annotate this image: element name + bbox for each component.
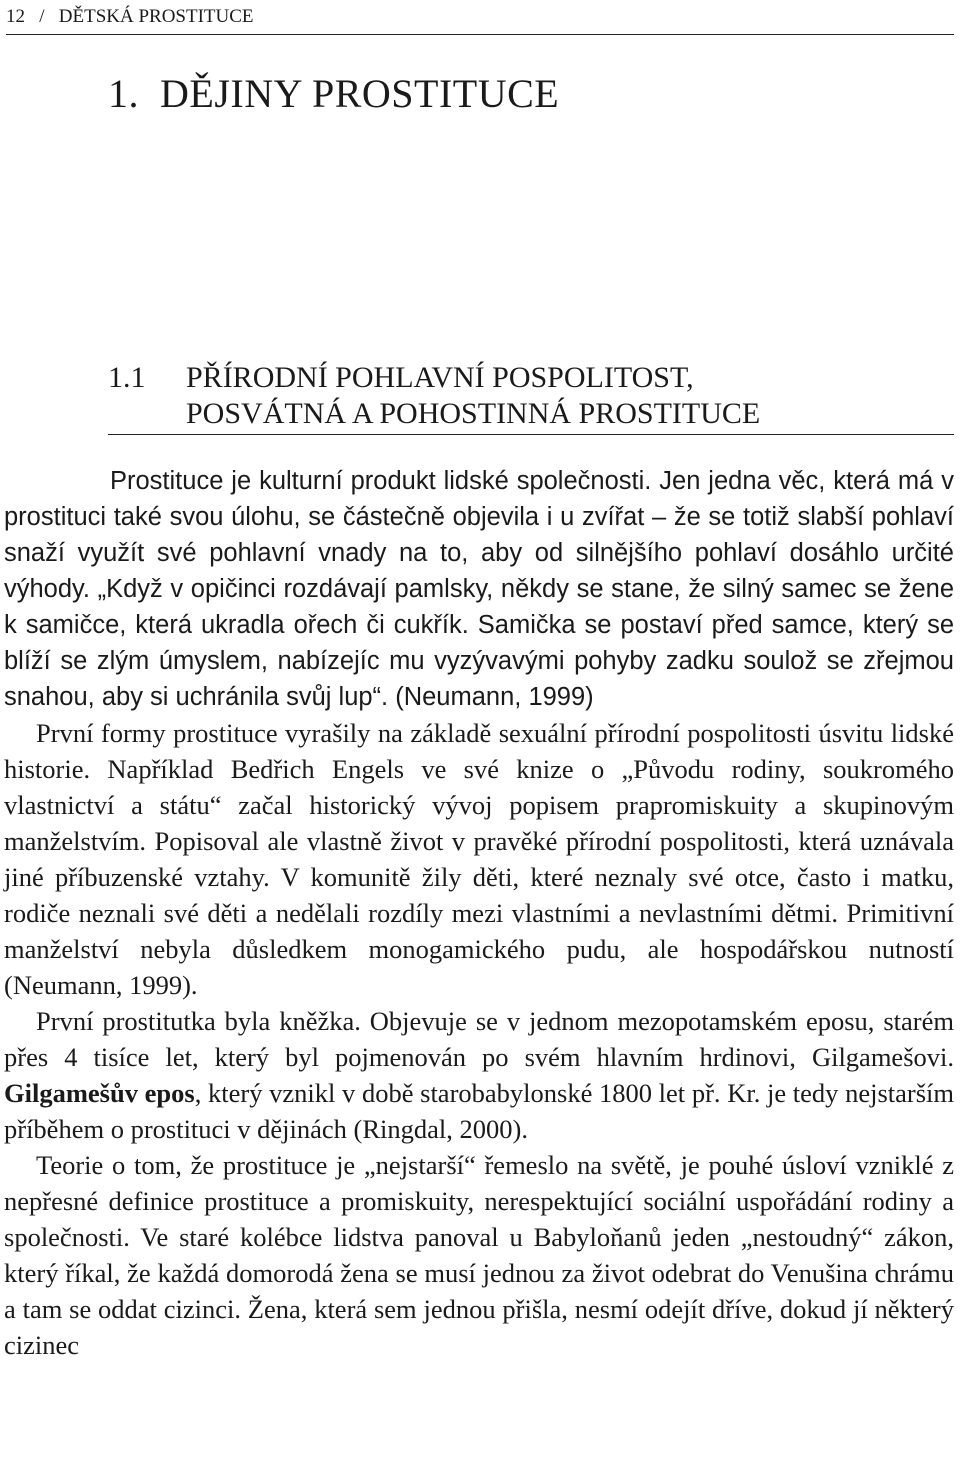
section-title-line1: PŘÍRODNÍ POHLAVNÍ POSPOLITOST,	[186, 361, 694, 394]
paragraph-4: Teorie o tom, že prostituce je „nejstarší“ řemeslo na světě, je pouhé úsloví vzniklé z nepřesné definice prostituce a promiskuity, nerespektující sociální uspořádání rodiny a společnosti. Ve staré kolébce lidstva panoval u Babyloňanů jeden „nestoudný“ zákon, který říkal, že každá domorodá žena se musí jednou za život odebrat do Venušina chrámu a tam se oddat cizinci. Žena, která sem jednou přišla, nesmí odejít dříve, dokud jí některý cizinec	[4, 1150, 954, 1360]
section-number: 1.1	[108, 361, 146, 394]
paragraph-1: Prostituce je kulturní produkt lidské společnosti. Jen jedna věc, která má v prostituci také svou úlohu, se částečně objevila i u zvířat – že se totiž slabší pohlaví snaží využít své pohlavní vnady na to, aby od silnějšího pohlaví dosáhlo určité výhody. „Když v opičinci rozdávají pamlsky, někdy se stane, že silný samec se žene k samičce, která ukradla ořech či cukřík. Samička se postaví před samce, který se blíží se zlým úmyslem, nabízejíc mu vyzývavými pohyby zadku soulož se zřejmou snahou, aby si uchránila svůj lup“. (Neumann, 1999)	[4, 467, 954, 711]
paragraph-2: První formy prostituce vyrašily na základě sexuální přírodní pospolitosti úsvitu lidské historie. Například Bedřich Engels ve své knize o „Původu rodiny, soukromého vlastnictví a státu“ začal historický vývoj popisem prapromiskuity a skupinovým manželstvím. Popisoval ale vlastně život v pravěké přírodní pospolitosti, která uznávala jiné příbuzenské vztahy. V komunitě žily děti, které neznaly své otce, často i matku, rodiče neznali své děti a nedělali rozdíly mezi vlastními a nevlastními dětmi. Primitivní manželství nebyla důsledkem monogamického pudu, ale hospodářskou nutností (Neumann, 1999).	[4, 718, 954, 1000]
running-head-text: 12 / DĚTSKÁ PROSTITUCE	[6, 6, 254, 27]
running-header	[6, 2, 954, 35]
section-title-line2: POSVÁTNÁ A POHOSTINNÁ PROSTITUCE	[186, 397, 761, 430]
body-text	[4, 463, 954, 1363]
section-title	[108, 360, 954, 435]
chapter-title: 1. DĚJINY PROSTITUCE	[108, 71, 560, 116]
paragraph-3	[4, 1003, 954, 1147]
paragraph-3-text-b: , který vznikl v době starobabylonské 1800 let př. Kr. je tedy nejstarším příběhem o prostituci v dějinách (Ringdal, 2000).	[4, 1078, 954, 1144]
paragraph-3-text-a: První prostitutka byla kněžka. Objevuje se v jednom mezopotamském eposu, starém přes 4 tisíce let, který byl pojmenován po svém hlavním hrdinovi, Gilgamešovi.	[4, 1006, 954, 1072]
paragraph-3-bold-term: Gilgamešův epos	[4, 1078, 195, 1108]
